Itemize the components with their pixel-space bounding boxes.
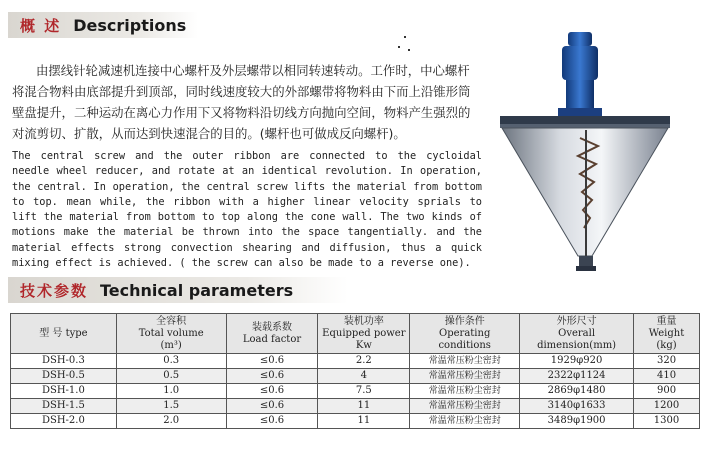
cell-load-factor: ≤0.6 xyxy=(226,369,318,384)
table-row xyxy=(11,384,700,399)
cell-type: DSH-2.0 xyxy=(11,414,117,429)
cell-load-factor: ≤0.6 xyxy=(226,414,318,429)
header-total-volume: 全容积 Total volume (m³) xyxy=(116,314,226,354)
cell-type: DSH-0.5 xyxy=(11,369,117,384)
cell-type: DSH-1.0 xyxy=(11,384,117,399)
cell-power: 11 xyxy=(318,414,410,429)
cell-weight: 320 xyxy=(634,354,700,369)
cell-power: 2.2 xyxy=(318,354,410,369)
section-title-cn: 技术参数 xyxy=(20,281,89,300)
cell-dimension: 2869φ1480 xyxy=(520,384,634,399)
section-title-en: Technical parameters xyxy=(100,280,294,300)
cell-weight: 410 xyxy=(634,369,700,384)
decorative-dot xyxy=(404,36,406,38)
cell-type: DSH-0.3 xyxy=(11,354,117,369)
header-overall-dimension: 外形尺寸 Overall dimension(mm) xyxy=(520,314,634,354)
cell-weight: 900 xyxy=(634,384,700,399)
cell-dimension: 3140φ1633 xyxy=(520,399,634,414)
section-title-cn: 概 述 xyxy=(20,16,62,35)
cell-weight: 1300 xyxy=(634,414,700,429)
decorative-dot xyxy=(408,49,410,51)
cell-power: 4 xyxy=(318,369,410,384)
header-weight: 重量 Weight (kg) xyxy=(634,314,700,354)
section-header-descriptions xyxy=(8,12,198,38)
header-load-factor: 装载系数 Load factor xyxy=(226,314,318,354)
cell-volume: 2.0 xyxy=(116,414,226,429)
cell-volume: 0.5 xyxy=(116,369,226,384)
cell-power: 11 xyxy=(318,399,410,414)
table-row xyxy=(11,369,700,384)
cell-dimension: 3489φ1900 xyxy=(520,414,634,429)
technical-parameters-table xyxy=(10,313,700,429)
cell-conditions: 常温常压粉尘密封 xyxy=(410,414,520,429)
cell-conditions: 常温常压粉尘密封 xyxy=(410,384,520,399)
cell-volume: 0.3 xyxy=(116,354,226,369)
cell-conditions: 常温常压粉尘密封 xyxy=(410,399,520,414)
cell-volume: 1.0 xyxy=(116,384,226,399)
description-cn-paragraph: 由摆线针轮减速机连接中心螺杆及外层螺带以相同转速转动。工作时，中心螺杆将混合物料由底部提升到顶部，同时线速度较大的外部螺带将物料由下而上沿锥形筒壁盘提升，二种运动在离心力作用下又将物料沿切线方向抛向空间，物料产生强烈的对流剪切、扩散，从而达到快速混合的目的。(螺杆也可做成反向螺杆)。 xyxy=(12,63,471,141)
header-operating-conditions: 操作条件 Operating conditions xyxy=(410,314,520,354)
cell-load-factor: ≤0.6 xyxy=(226,354,318,369)
description-en-paragraph: The central screw and the outer ribbon are connected to the cycloidal needle wheel reducer, and rotate at an identical revolution. In operation, the central. In operation, the central screw lifts the material from bottom to top. mean while, the ribbon with a higher linear velocity sprials to lift the material from bottom to top along the cone wall. The two kinds of motions make the material be thrown into the space tangentially. and the material effects strong convection shearing and diffusion, thus a quick mixing effect is achieved. ( the screw can also be made to a reverse one). xyxy=(12,150,482,270)
cell-volume: 1.5 xyxy=(116,399,226,414)
cell-conditions: 常温常压粉尘密封 xyxy=(410,369,520,384)
cell-dimension: 2322φ1124 xyxy=(520,369,634,384)
table-header-row xyxy=(11,314,700,354)
decorative-dot xyxy=(398,46,400,48)
header-type: 型 号 type xyxy=(11,314,117,354)
header-equipped-power: 装机功率 Equipped power Kw xyxy=(318,314,410,354)
table-row xyxy=(11,354,700,369)
mixer-machine-image xyxy=(480,20,690,280)
cell-load-factor: ≤0.6 xyxy=(226,399,318,414)
cell-type: DSH-1.5 xyxy=(11,399,117,414)
cell-conditions: 常温常压粉尘密封 xyxy=(410,354,520,369)
cell-power: 7.5 xyxy=(318,384,410,399)
cell-dimension: 1929φ920 xyxy=(520,354,634,369)
table-row xyxy=(11,399,700,414)
cell-load-factor: ≤0.6 xyxy=(226,384,318,399)
section-header-technical xyxy=(8,277,348,303)
cell-weight: 1200 xyxy=(634,399,700,414)
section-title-en: Descriptions xyxy=(73,15,187,35)
table-row xyxy=(11,414,700,429)
